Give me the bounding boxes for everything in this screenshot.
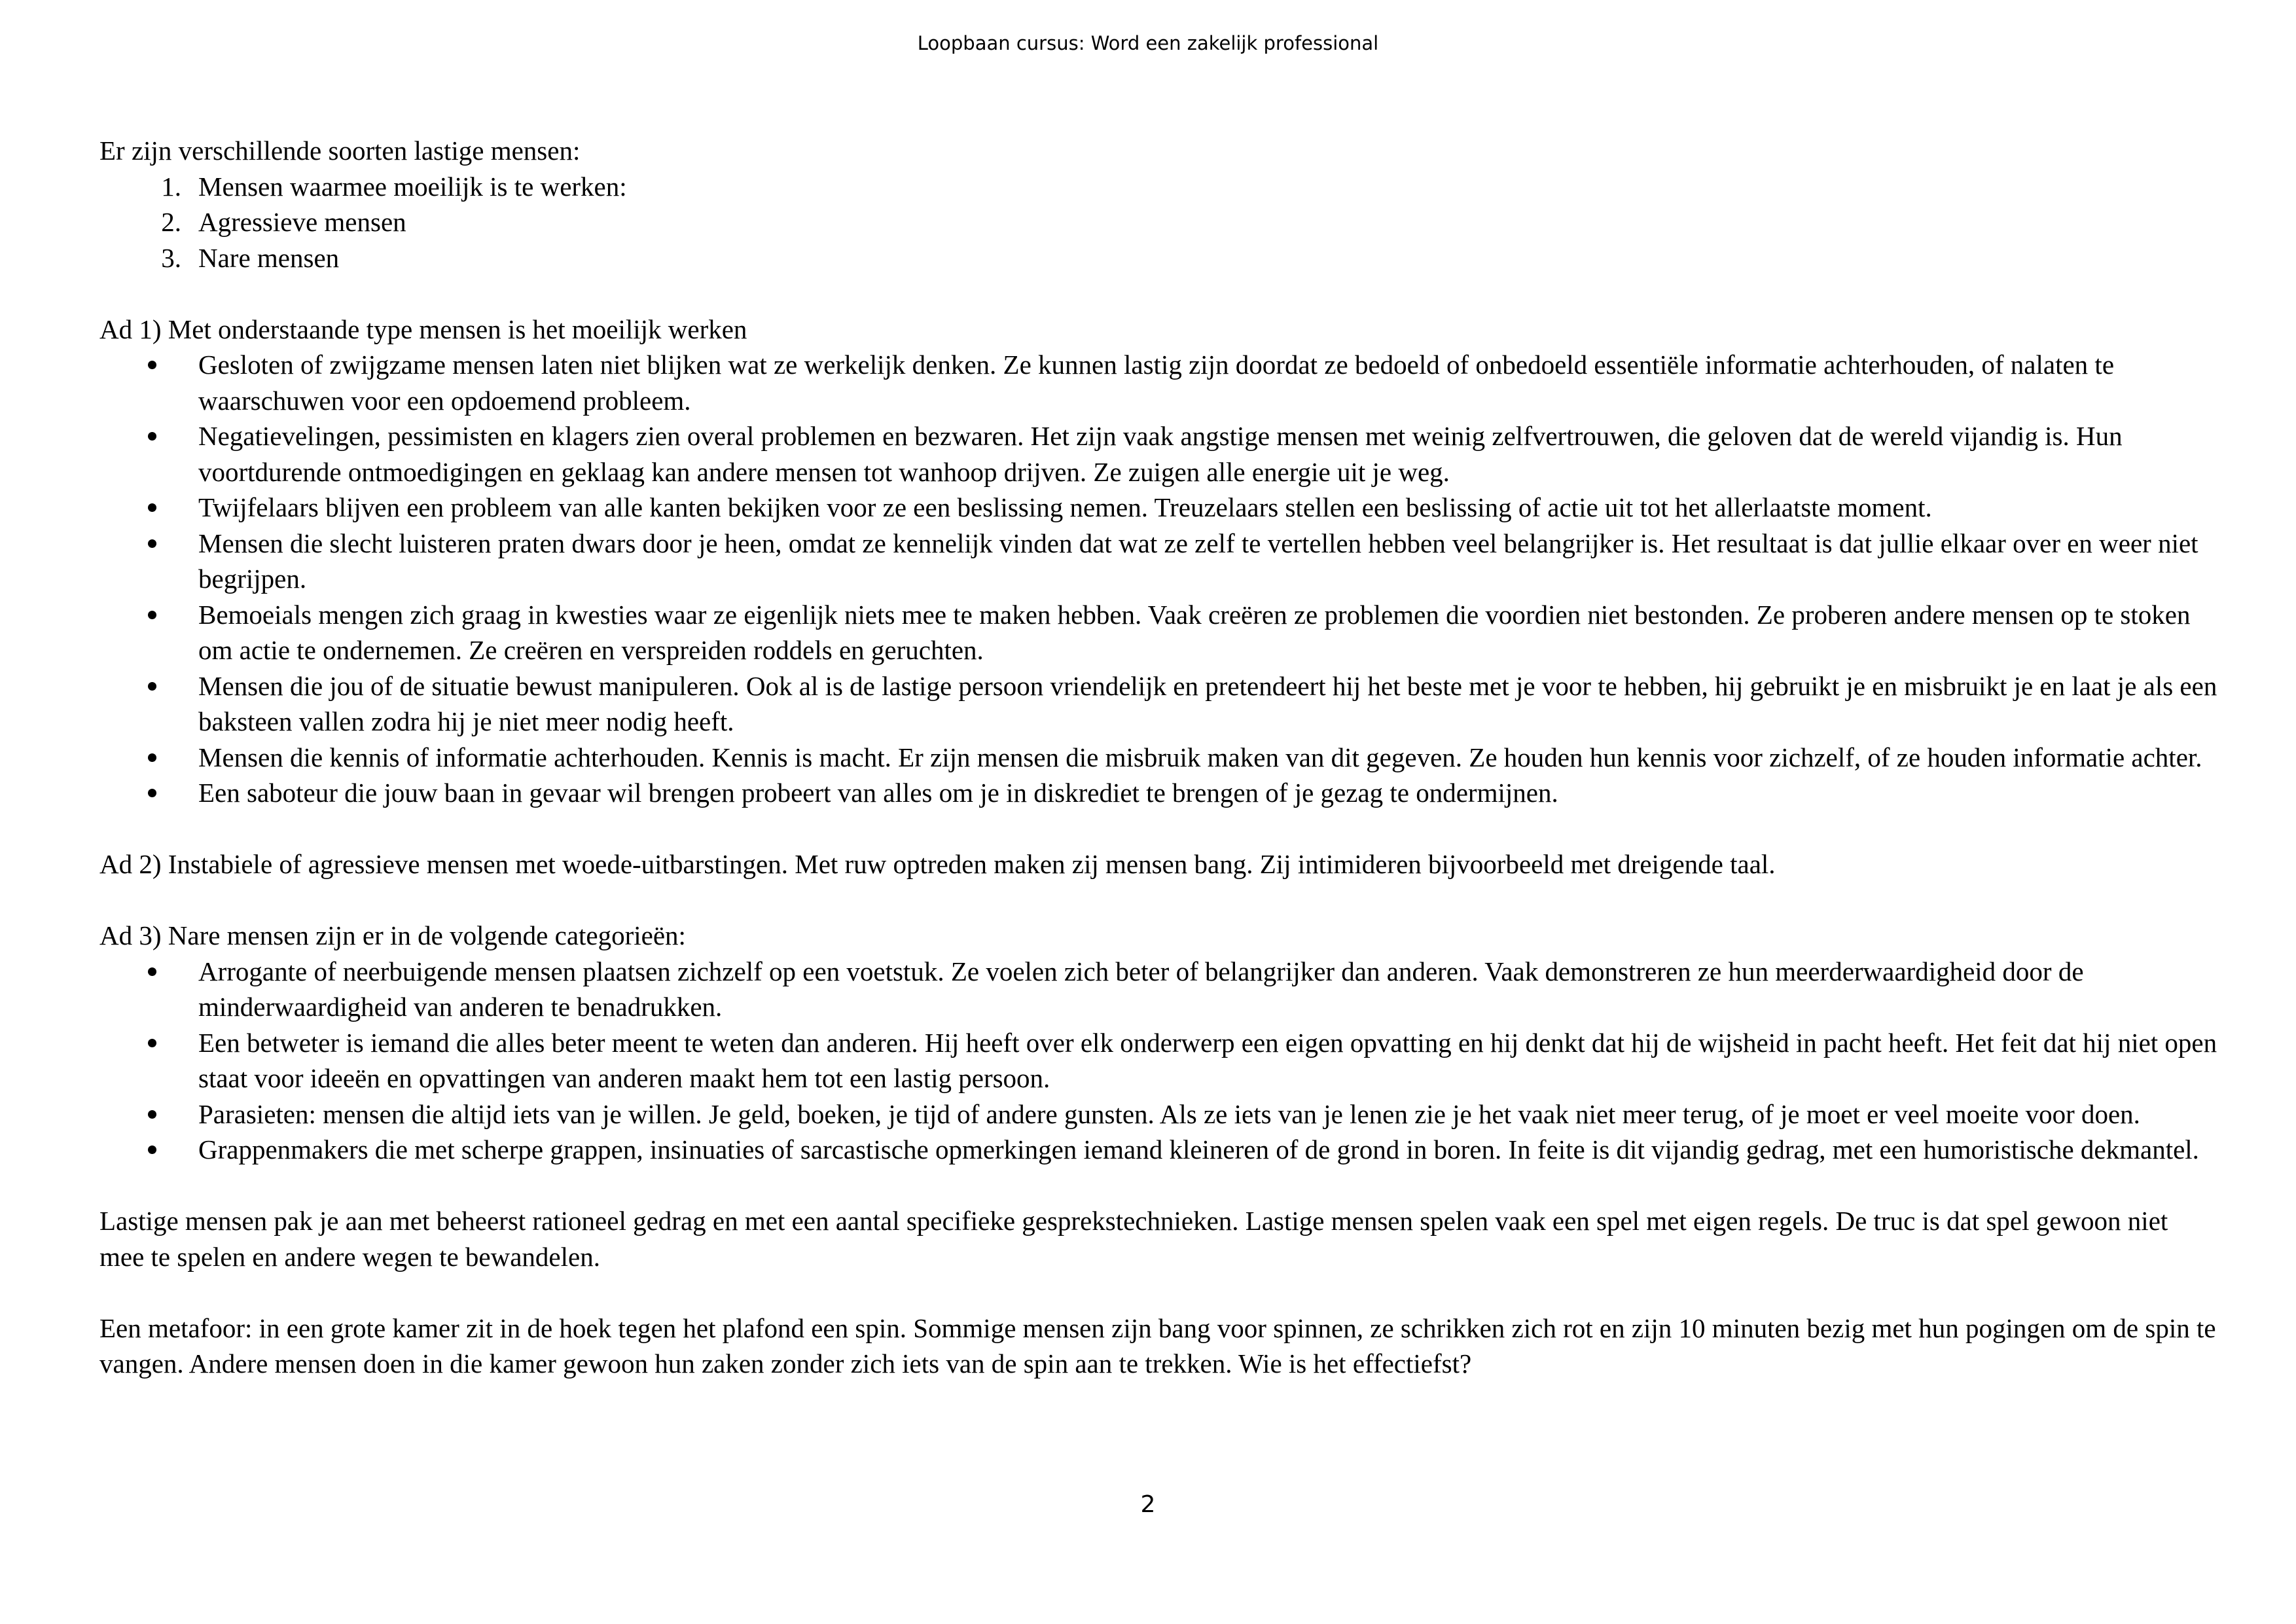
list-number: 2. [161,207,181,237]
list-item-text: Nare mensen [198,242,340,273]
bullet-item: Gesloten of zwijgzame mensen laten niet blijken wat ze werkelijk denken. Ze kunnen lastig zijn doordat ze bedoeld of onbedoeld essentiële informatie achterhouden, of nalaten te waarschuwen voor een opdoemend probleem. [99,347,2217,418]
section3-bullet-list [99,954,2217,1168]
list-number: 3. [161,242,181,273]
page-number: 2 [1140,1491,1156,1518]
intro-text: Er zijn verschillende soorten lastige mensen: [99,135,581,166]
bullet-item: Een saboteur die jouw baan in gevaar wil brengen probeert van alles om je in diskrediet te brengen of je gezag te ondermijnen. [99,775,2217,811]
paragraph-spacer [99,1168,2217,1204]
page-header: Loopbaan cursus: Word een zakelijk professional [917,32,1379,54]
document-body [99,133,2217,1382]
paragraph-spacer [99,1274,2217,1310]
closing-paragraph-1: Lastige mensen pak je aan met beheerst rationeel gedrag en met een aantal specifieke gesprekstechnieken. Lastige mensen spelen vaak een spel met eigen regels. De truc is dat spel gewoon niet mee te spelen en andere wegen te bewandelen. [99,1206,2168,1272]
paragraph-spacer [99,811,2217,847]
bullet-item: Mensen die jou of de situatie bewust manipuleren. Ook al is de lastige persoon vriendelijk en pretendeert hij het beste met je voor te hebben, hij gebruikt je en misbruikt je en laat je als een baksteen vallen zodra hij je niet meer nodig heeft. [99,668,2217,740]
list-item [99,204,2217,240]
bullet-item: Een betweter is iemand die alles beter meent te weten dan anderen. Hij heeft over elk onderwerp een eigen opvatting en hij denkt dat hij de wijsheid in pacht heeft. Het feit dat hij niet open staat voor ideeën en opvattingen van anderen maakt hem tot een lastig persoon. [99,1025,2217,1096]
numbered-list [99,169,2217,276]
list-item [99,169,2217,205]
list-number: 1. [161,171,181,202]
paragraph-spacer [99,882,2217,918]
bullet-item: Bemoeials mengen zich graag in kwesties waar ze eigenlijk niets mee te maken hebben. Vaak creëren ze problemen die voordien niet bestonden. Ze proberen andere mensen op te stoken om actie te ondernemen. Ze creëren en verspreiden roddels en geruchten. [99,597,2217,668]
section1-heading: Ad 1) Met onderstaande type mensen is het moeilijk werken [99,314,747,344]
bullet-item: Mensen die kennis of informatie achterhouden. Kennis is macht. Er zijn mensen die misbruik maken van dit gegeven. Ze houden hun kennis voor zichzelf, of ze houden informatie achter. [99,740,2217,776]
bullet-item: Parasieten: mensen die altijd iets van je willen. Je geld, boeken, je tijd of andere gunsten. Als ze iets van je lenen zie je het vaak niet meer terug, of je moet er veel moeite voor doen. [99,1096,2217,1132]
bullet-item: Twijfelaars blijven een probleem van alle kanten bekijken voor ze een beslissing nemen. Treuzelaars stellen een beslissing of actie uit tot het allerlaatste moment. [99,490,2217,526]
closing-paragraph-2: Een metafoor: in een grote kamer zit in de hoek tegen het plafond een spin. Sommige mensen zijn bang voor spinnen, ze schrikken zich rot en zijn 10 minuten bezig met hun pogingen om de spin te vangen. Andere mensen doen in die kamer gewoon hun zaken zonder zich iets van de spin aan te trekken. Wie is het effectiefst? [99,1312,2216,1379]
bullet-item: Arrogante of neerbuigende mensen plaatsen zichzelf op een voetstuk. Ze voelen zich beter of belangrijker dan anderen. Vaak demonstreren ze hun meerderwaardigheid door de minderwaardigheid van anderen te benadrukken. [99,954,2217,1025]
paragraph-spacer [99,276,2217,312]
bullet-item: Grappenmakers die met scherpe grappen, insinuaties of sarcastische opmerkingen iemand kleineren of de grond in boren. In feite is dit vijandig gedrag, met een humoristische dekmantel. [99,1132,2217,1168]
section3-heading: Ad 3) Nare mensen zijn er in de volgende categorieën: [99,920,686,950]
list-item-text: Agressieve mensen [198,207,406,237]
list-item-text: Mensen waarmee moeilijk is te werken: [198,171,627,202]
bullet-item: Negatievelingen, pessimisten en klagers zien overal problemen en bezwaren. Het zijn vaak angstige mensen met weinig zelfvertrouwen, die geloven dat de wereld vijandig is. Hun voortdurende ontmoedigingen en geklaag kan andere mensen tot wanhoop drijven. Ze zuigen alle energie uit je weg. [99,418,2217,490]
section2-text: Ad 2) Instabiele of agressieve mensen met woede-uitbarstingen. Met ruw optreden maken zij mensen bang. Zij intimideren bijvoorbeeld met dreigende taal. [99,849,1776,879]
bullet-item: Mensen die slecht luisteren praten dwars door je heen, omdat ze kennelijk vinden dat wat ze zelf te vertellen hebben veel belangrijker is. Het resultaat is dat jullie elkaar over en weer niet begrijpen. [99,526,2217,597]
list-item [99,240,2217,276]
section1-bullet-list [99,347,2217,811]
